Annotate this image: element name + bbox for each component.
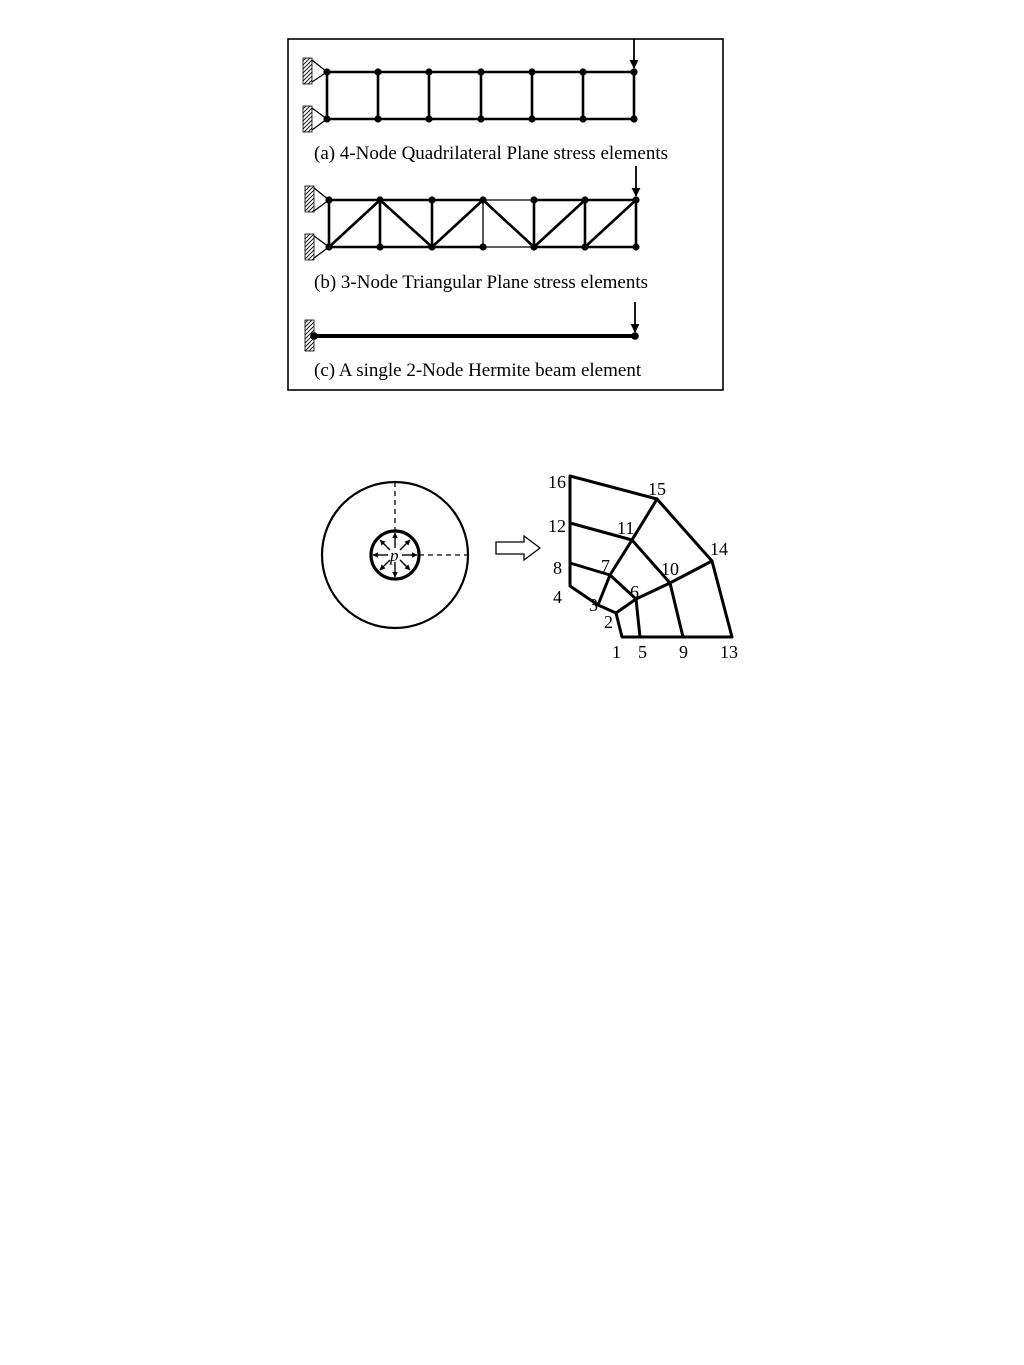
svg-text:4: 4 (553, 587, 562, 607)
panel-c-beam (305, 302, 639, 351)
hollow-right-arrow-icon (496, 536, 540, 560)
svg-text:11: 11 (617, 518, 635, 538)
svg-text:13: 13 (720, 642, 738, 662)
svg-text:6: 6 (630, 582, 639, 602)
support-hatch (303, 106, 312, 132)
support-hatch (305, 234, 314, 260)
panel-b-caption: (b) 3-Node Triangular Plane stress elements (314, 272, 649, 293)
svg-text:9: 9 (679, 642, 688, 662)
panel-c-caption: (c) A single 2-Node Hermite beam element (314, 360, 642, 381)
svg-text:14: 14 (710, 539, 728, 559)
svg-text:1: 1 (612, 642, 621, 662)
verticals (329, 200, 636, 247)
panel-a-caption: (a) 4-Node Quadrilateral Plane stress elements (314, 143, 669, 164)
svg-text:7: 7 (601, 556, 610, 576)
svg-text:5: 5 (638, 642, 647, 662)
svg-text:3: 3 (589, 595, 598, 615)
support-hatch (305, 186, 314, 212)
mesh-node-labels (548, 472, 738, 662)
svg-text:15: 15 (648, 479, 666, 499)
svg-text:10: 10 (661, 559, 679, 579)
panel-b-tri-mesh (305, 166, 640, 260)
pressurized-cylinder (322, 482, 468, 628)
svg-text:8: 8 (553, 558, 562, 578)
pressure-label: p (390, 546, 399, 565)
verticals (327, 72, 634, 119)
panel-a-quad-mesh (303, 39, 638, 132)
svg-text:2: 2 (604, 612, 613, 632)
support-hatch (303, 58, 312, 84)
svg-text:16: 16 (548, 472, 566, 492)
svg-text:12: 12 (548, 516, 566, 536)
